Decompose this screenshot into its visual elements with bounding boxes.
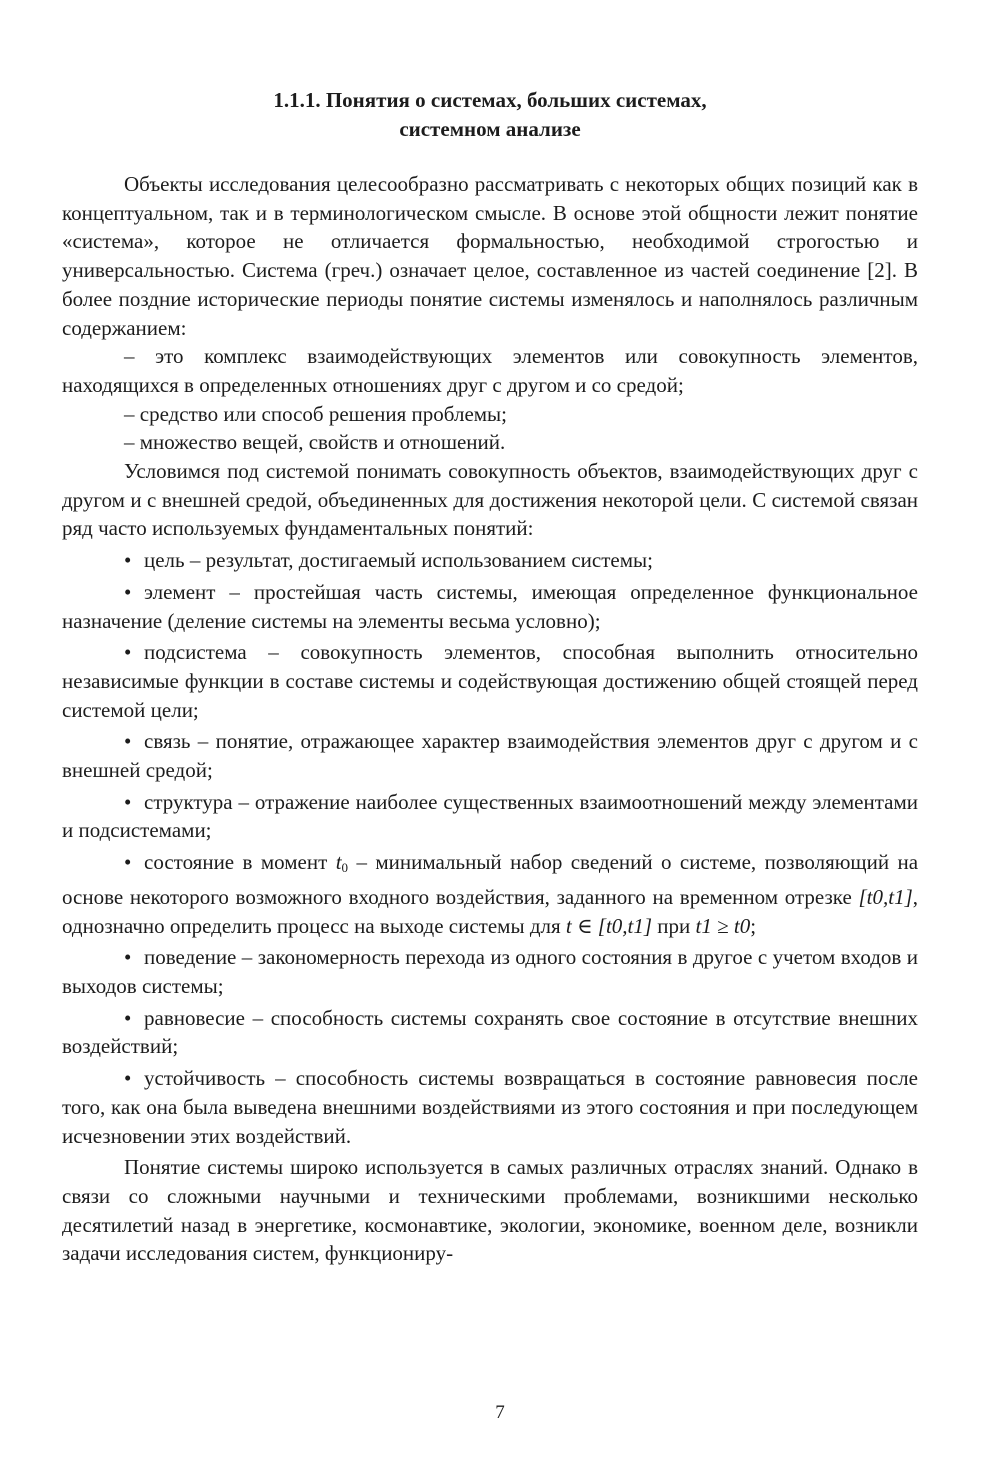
condition-formula: t1 ≥ t0 [695,913,751,938]
page-number: 7 [495,1402,505,1423]
dash-list-item: – средство или способ решения проблемы; [124,401,507,426]
dash-list-item: – множество вещей, свойств и отношений. [124,430,506,455]
bullet-item-subsystem [62,638,918,724]
bullet-text: поведение – закономерность перехода из одного состояния в другое с учетом входов и выходов системы; [62,945,918,998]
bullet-icon: • [124,579,132,604]
intro-paragraph: Объекты исследования целесообразно рассматривать с некоторых общих позиций как в концептуальном, так и в терминологическом смысле. В основе этой общности лежит понятие «система», которое не отличается формальностью, необходимой строгостью и универсальностью. Система (греч.) означает целое, составленное из частей соединение [2]. В более поздние исторические периоды понятие системы изменялось и наполнялось различным содержанием: [62,172,918,340]
state-text-4: при [657,913,691,938]
bullet-item-structure [62,788,918,845]
bullet-text: устойчивость – способность системы возвращаться в состояние равновесия после того, как она была выведена внешними воздействиями из этого состояния и при последующем исчезновении этих воздействий. [62,1066,918,1148]
bullet-icon: • [124,1005,132,1030]
bullet-icon: • [124,850,132,875]
bullet-item-link [62,727,918,784]
bullet-item-behavior [62,943,918,1000]
bullet-icon: • [124,640,132,665]
bullet-icon: • [124,945,132,970]
section-heading [62,86,918,144]
membership-formula: t ∈ [t0,t1] [565,913,653,938]
state-text-3: , однозначно определить процесс на выходе системы для [62,884,919,938]
bullet-text: цель – результат, достигаемый использованием системы; [144,548,653,573]
bullet-text: равновесие – способность системы сохранять свое состояние в отсутствие внешних воздействий; [62,1005,918,1059]
dash-list-item: – это комплекс взаимодействующих элементов или совокупность элементов, находящихся в определенных отношениях друг с другом и со средой; [62,344,918,397]
bullet-text: подсистема – совокупность элементов, способная выполнить относительно независимые функции в составе системы и содействующая достижению общей стоящей перед системой цели; [62,640,918,722]
section-heading-line-1: 1.1.1. Понятия о системах, больших системах, [273,88,707,112]
time-variable-t: t [335,850,342,875]
bullet-icon: • [124,789,132,814]
closing-paragraph: Понятие системы широко используется в самых различных отраслях знаний. Однако в связи со сложными научными и техническими проблемами, возникшими несколько десятилетий назад в энергетике, космонавтике, экологии, экономике, военном деле, возникли задачи исследования систем, функциониру- [62,1155,918,1266]
section-heading-line-2: системном анализе [399,117,581,141]
bullet-icon: • [124,729,132,754]
bullet-item-equilibrium [62,1004,918,1061]
bullet-item-stability [62,1064,918,1150]
interval-formula: [t0,t1] [858,884,913,909]
bullet-text: связь – понятие, отражающее характер взаимодействия элементов друг с другом и с внешней средой; [62,729,918,783]
state-text-end: ; [750,913,757,938]
state-text-2: – минимальный набор сведений о системе, позволяющий на основе некоторого возможного входного воздействия, заданного на временном отрезке [62,850,919,909]
bullet-icon: • [124,1066,132,1091]
definition-paragraph: Условимся под системой понимать совокупность объектов, взаимодействующих друг с другом и с внешней средой, объединенных для достижения некоторой цели. С системой связан ряд часто используемых фундаментальных понятий: [62,459,918,541]
bullet-item-element [62,578,918,635]
bullet-icon: • [124,548,132,573]
bullet-text: структура – отражение наиболее существенных взаимоотношений между элементами и подсистемами; [62,789,918,843]
bullet-text: элемент – простейшая часть системы, имеющая определенное функциональное назначение (деление системы на элементы весьма условно); [62,579,918,633]
time-subscript-zero: 0 [341,860,349,876]
bullet-item-state [62,848,918,940]
state-text-1: состояние в момент [144,850,328,875]
bullet-item-goal [62,546,918,575]
